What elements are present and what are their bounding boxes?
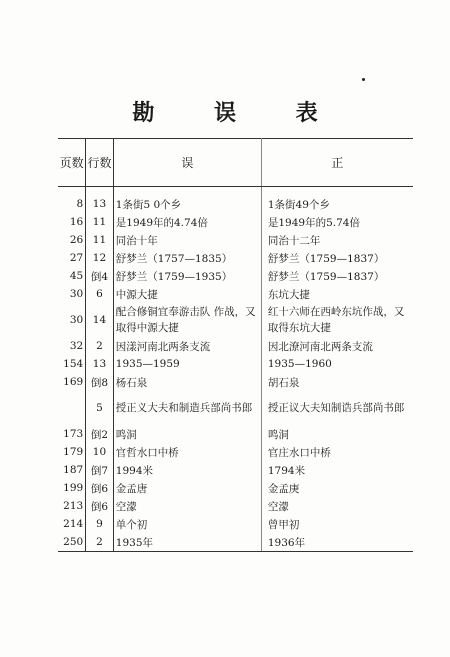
- cell-right: 官庄水口中桥: [267, 446, 331, 459]
- table-row: [58, 391, 413, 425]
- cell-page: [58, 391, 86, 425]
- cell-wrong: 空濛: [113, 497, 261, 515]
- table-row: [58, 285, 413, 303]
- cell-page: 199: [58, 479, 86, 497]
- cell-wrong: 1994米: [113, 461, 261, 479]
- cell-wrong: 官哲水口中桥: [113, 443, 261, 461]
- cell-line: 11: [86, 213, 114, 231]
- table-row: [58, 337, 413, 355]
- cell-right: 因北潦河南北两条支流: [267, 340, 373, 353]
- cell-page: 32: [58, 337, 86, 355]
- cell-wrong: 1条街5 0个乡: [113, 187, 261, 214]
- table-row: [58, 479, 413, 497]
- cell-line: 5: [86, 391, 114, 425]
- cell-line: 倒6: [86, 479, 114, 497]
- cell-page: 213: [58, 497, 86, 515]
- header-right: 正: [261, 139, 413, 187]
- table-row: [58, 497, 413, 515]
- cell-wrong: 是1949年的4.74倍: [113, 213, 261, 231]
- table-row: [58, 267, 413, 285]
- cell-page: 179: [58, 443, 86, 461]
- cell-page: 187: [58, 461, 86, 479]
- cell-page: 30: [58, 303, 86, 337]
- cell-line: 2: [86, 533, 114, 552]
- cell-line: 11: [86, 231, 114, 249]
- cell-line: 6: [86, 285, 114, 303]
- cell-line: 倒2: [86, 425, 114, 443]
- table-row: [58, 249, 413, 267]
- cell-wrong: 杨石泉: [113, 373, 261, 391]
- cell-line: 倒7: [86, 461, 114, 479]
- table-row: [58, 355, 413, 373]
- cell-wrong: 同治十年: [113, 231, 261, 249]
- cell-page: 8: [58, 187, 86, 214]
- cell-right: 1794米: [267, 464, 306, 477]
- cell-line: 9: [86, 515, 114, 533]
- cell-wrong: 授正义大夫和制造兵部尚书郎: [113, 391, 261, 425]
- cell-wrong: 1935年: [113, 533, 261, 552]
- cell-wrong: 中源大捷: [113, 285, 261, 303]
- cell-line: 倒8: [86, 373, 114, 391]
- cell-line: 10: [86, 443, 114, 461]
- errata-table: [58, 138, 413, 552]
- cell-wrong: 鸣洞: [113, 425, 261, 443]
- cell-wrong: 金孟唐: [113, 479, 261, 497]
- table-row: [58, 515, 413, 533]
- header-wrong: 误: [113, 139, 261, 187]
- cell-page: 26: [58, 231, 86, 249]
- cell-right: 金孟庚: [267, 482, 300, 495]
- cell-line: 14: [86, 303, 114, 337]
- table-header-row: [58, 139, 413, 187]
- cell-page: 173: [58, 425, 86, 443]
- cell-wrong: 因漾河南北两条支流: [113, 337, 261, 355]
- header-page: 页数: [58, 139, 86, 187]
- cell-right: 曾甲初: [267, 518, 300, 531]
- table-row: [58, 231, 413, 249]
- table-row: [58, 461, 413, 479]
- cell-right: 舒梦兰（1759—1837）: [267, 270, 385, 283]
- cell-page: 16: [58, 213, 86, 231]
- cell-line: 倒4: [86, 267, 114, 285]
- cell-right: 1936年: [261, 533, 413, 552]
- cell-right: 授正议大夫知制诰兵部尚书郎: [267, 402, 405, 414]
- cell-wrong: 配合修铜宜奉游击队 作战，又取得中源大捷: [113, 303, 261, 337]
- cell-right: 1条街49个乡: [267, 198, 330, 211]
- cell-wrong: 舒梦兰（1759—1935）: [113, 267, 261, 285]
- table-row: [58, 425, 413, 443]
- cell-right: 是1949年的5.74倍: [267, 216, 360, 229]
- cell-line: 12: [86, 249, 114, 267]
- cell-right: 鸣洞: [267, 428, 289, 441]
- cell-line: 倒6: [86, 497, 114, 515]
- header-line: 行数: [86, 139, 114, 187]
- cell-wrong: 单个初: [113, 515, 261, 533]
- cell-page: 45: [58, 267, 86, 285]
- table-row: [58, 303, 413, 337]
- cell-right: 胡石泉: [267, 376, 300, 389]
- cell-line: 13: [86, 187, 114, 214]
- stray-dot: [362, 78, 365, 81]
- table-row: [58, 373, 413, 391]
- page-title: 勘 误 表: [132, 100, 344, 126]
- cell-page: 250: [58, 533, 86, 552]
- cell-page: 154: [58, 355, 86, 373]
- table-row: [58, 187, 413, 214]
- cell-line: 13: [86, 355, 114, 373]
- cell-line: 2: [86, 337, 114, 355]
- cell-right: 同治十二年: [267, 234, 321, 247]
- cell-right: 红十六师在西岭东坑作战，又取得东坑大捷: [267, 306, 405, 334]
- cell-wrong: 舒梦兰（1757—1835）: [113, 249, 261, 267]
- cell-right: 东坑大捷: [267, 288, 310, 301]
- cell-page: 214: [58, 515, 86, 533]
- cell-page: 30: [58, 285, 86, 303]
- table-row: [58, 533, 413, 552]
- cell-page: 169: [58, 373, 86, 391]
- cell-page: 27: [58, 249, 86, 267]
- cell-wrong: 1935—1959: [113, 355, 261, 373]
- cell-right: 舒梦兰（1759—1837）: [267, 252, 385, 265]
- cell-right: 空濛: [267, 500, 289, 513]
- table-row: [58, 443, 413, 461]
- cell-right: 1935—1960: [267, 358, 332, 370]
- table-row: [58, 213, 413, 231]
